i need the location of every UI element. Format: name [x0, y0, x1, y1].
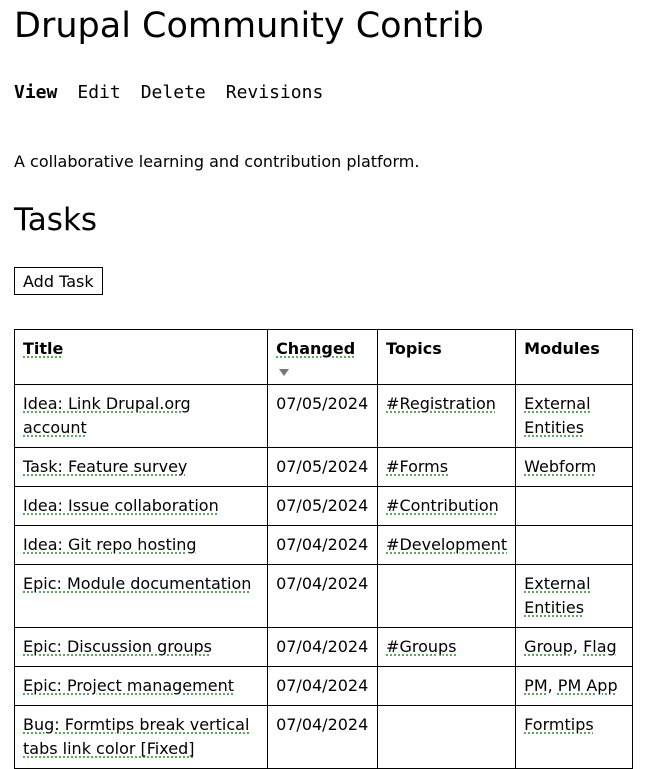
topics-cell [378, 526, 516, 565]
table-row [15, 628, 633, 667]
topics-cell [378, 448, 516, 487]
task-title-link[interactable]: Epic: Module documentation [23, 574, 252, 593]
topics-cell [378, 628, 516, 667]
task-title-link[interactable]: Task: Feature survey [23, 457, 188, 476]
tab-edit[interactable]: Edit [77, 82, 121, 103]
topic-link[interactable]: #Forms [386, 457, 449, 476]
title-cell [15, 628, 268, 667]
modules-cell [516, 526, 633, 565]
changed-cell: 07/05/2024 [268, 385, 378, 448]
changed-cell: 07/04/2024 [268, 565, 378, 628]
changed-cell: 07/04/2024 [268, 706, 378, 769]
changed-cell: 07/05/2024 [268, 448, 378, 487]
module-link[interactable]: Group [524, 637, 573, 656]
table-row [15, 487, 633, 526]
topic-link[interactable]: #Contribution [386, 496, 499, 515]
module-link[interactable]: External Entities [524, 394, 591, 437]
title-cell [15, 385, 268, 448]
topics-cell [378, 565, 516, 628]
changed-cell: 07/04/2024 [268, 628, 378, 667]
module-link[interactable]: Flag [583, 637, 617, 656]
modules-cell [516, 565, 633, 628]
task-title-link[interactable]: Epic: Project management [23, 676, 234, 695]
table-row [15, 667, 633, 706]
table-row [15, 448, 633, 487]
topics-cell [378, 706, 516, 769]
modules-cell [516, 487, 633, 526]
module-link[interactable]: External Entities [524, 574, 591, 617]
task-title-link[interactable]: Idea: Issue collaboration [23, 496, 219, 515]
task-title-link[interactable]: Idea: Git repo hosting [23, 535, 197, 554]
title-cell [15, 448, 268, 487]
topic-link[interactable]: #Groups [386, 637, 457, 656]
table-row [15, 565, 633, 628]
title-cell [15, 526, 268, 565]
tab-revisions[interactable]: Revisions [225, 82, 324, 103]
local-tabs [14, 82, 343, 103]
description: A collaborative learning and contribution platform. [14, 152, 420, 171]
changed-cell: 07/04/2024 [268, 526, 378, 565]
modules-cell: PM, PM App [516, 667, 633, 706]
module-link[interactable]: PM App [557, 676, 618, 695]
module-link[interactable]: PM [524, 676, 548, 695]
modules-cell [516, 385, 633, 448]
title-cell [15, 667, 268, 706]
sort-desc-icon [279, 369, 289, 376]
section-title: Tasks [14, 202, 98, 238]
table-row [15, 526, 633, 565]
title-cell [15, 706, 268, 769]
topics-cell [378, 487, 516, 526]
header-modules: Modules [516, 330, 633, 385]
module-link[interactable]: Webform [524, 457, 597, 476]
topic-link[interactable]: #Registration [386, 394, 496, 413]
table-row [15, 706, 633, 769]
topic-link[interactable]: #Development [386, 535, 508, 554]
modules-cell: Group, Flag [516, 628, 633, 667]
module-link[interactable]: Formtips [524, 715, 594, 734]
add-task-button[interactable]: Add Task [14, 267, 103, 295]
changed-cell: 07/05/2024 [268, 487, 378, 526]
header-changed [268, 330, 378, 385]
header-topics: Topics [378, 330, 516, 385]
header-title [15, 330, 268, 385]
changed-cell: 07/04/2024 [268, 667, 378, 706]
page-title: Drupal Community Contrib [14, 6, 484, 46]
modules-cell [516, 706, 633, 769]
topics-cell [378, 385, 516, 448]
sort-title-link[interactable]: Title [23, 339, 64, 358]
topics-cell [378, 667, 516, 706]
sort-changed-link[interactable]: Changed [276, 339, 356, 358]
modules-cell [516, 448, 633, 487]
task-title-link[interactable]: Idea: Link Drupal.org account [23, 394, 191, 437]
tab-delete[interactable]: Delete [140, 82, 206, 103]
tasks-table [14, 329, 633, 769]
task-title-link[interactable]: Bug: Formtips break vertical tabs link color [Fixed] [23, 715, 250, 758]
title-cell [15, 565, 268, 628]
task-title-link[interactable]: Epic: Discussion groups [23, 637, 212, 656]
table-row [15, 385, 633, 448]
title-cell [15, 487, 268, 526]
tab-view[interactable]: View [14, 82, 58, 103]
